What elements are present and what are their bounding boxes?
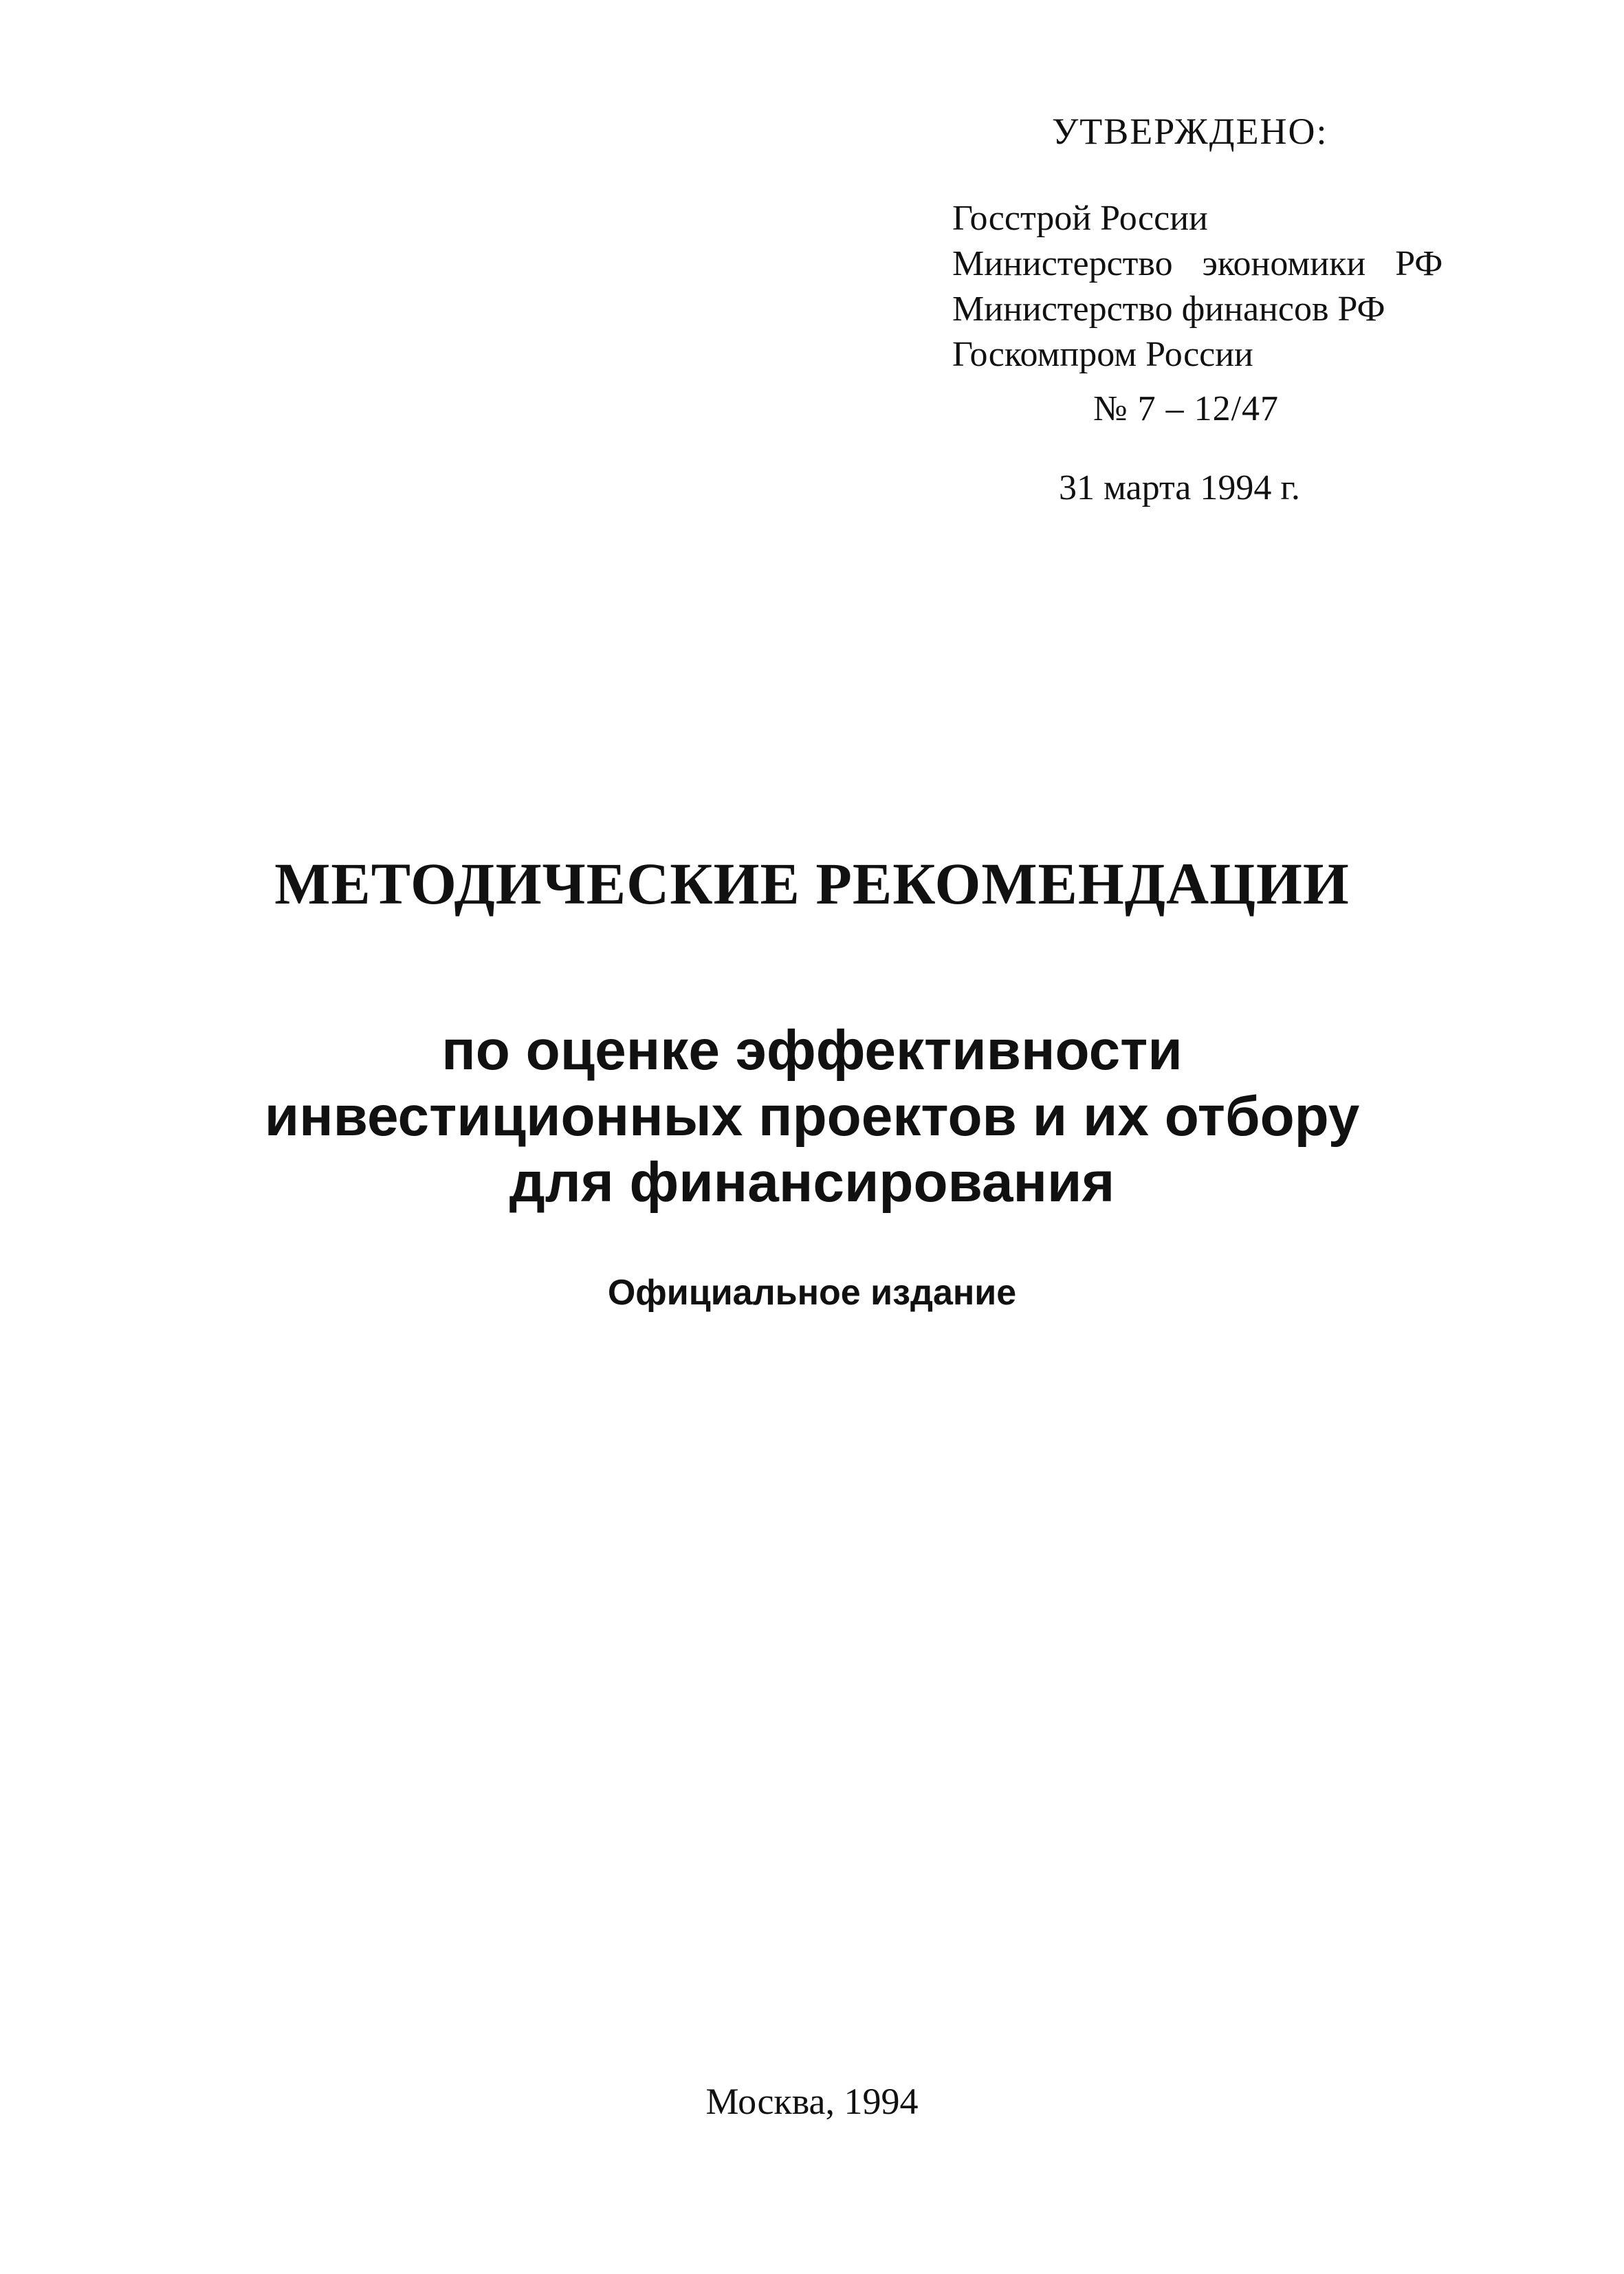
document-title: МЕТОДИЧЕСКИЕ РЕКОМЕНДАЦИИ — [274, 851, 1350, 917]
place-and-year: Москва, 1994 — [705, 2081, 919, 2122]
authority-gosstroy: Госстрой России — [952, 199, 1208, 238]
subtitle-line: инвестиционных проектов и их отбору — [264, 1085, 1360, 1148]
authority-ministry-finance: Министерство финансов РФ — [952, 289, 1385, 329]
document-date: 31 марта 1994 г. — [1059, 468, 1300, 507]
subtitle-line: для финансирования — [509, 1151, 1115, 1214]
authority-goskomprom: Госкомпром России — [952, 335, 1253, 374]
document-subtitle — [0, 1018, 1624, 1216]
approval-heading: УТВЕРЖДЕНО: — [1052, 111, 1328, 152]
edition-label: Официальное издание — [607, 1273, 1017, 1313]
document-number: № 7 – 12/47 — [1093, 389, 1280, 428]
approving-authorities — [952, 196, 1442, 378]
subtitle-line: по оценке эффективности — [441, 1019, 1183, 1082]
authority-ministry-economy: Министерство экономики РФ — [952, 244, 1443, 283]
